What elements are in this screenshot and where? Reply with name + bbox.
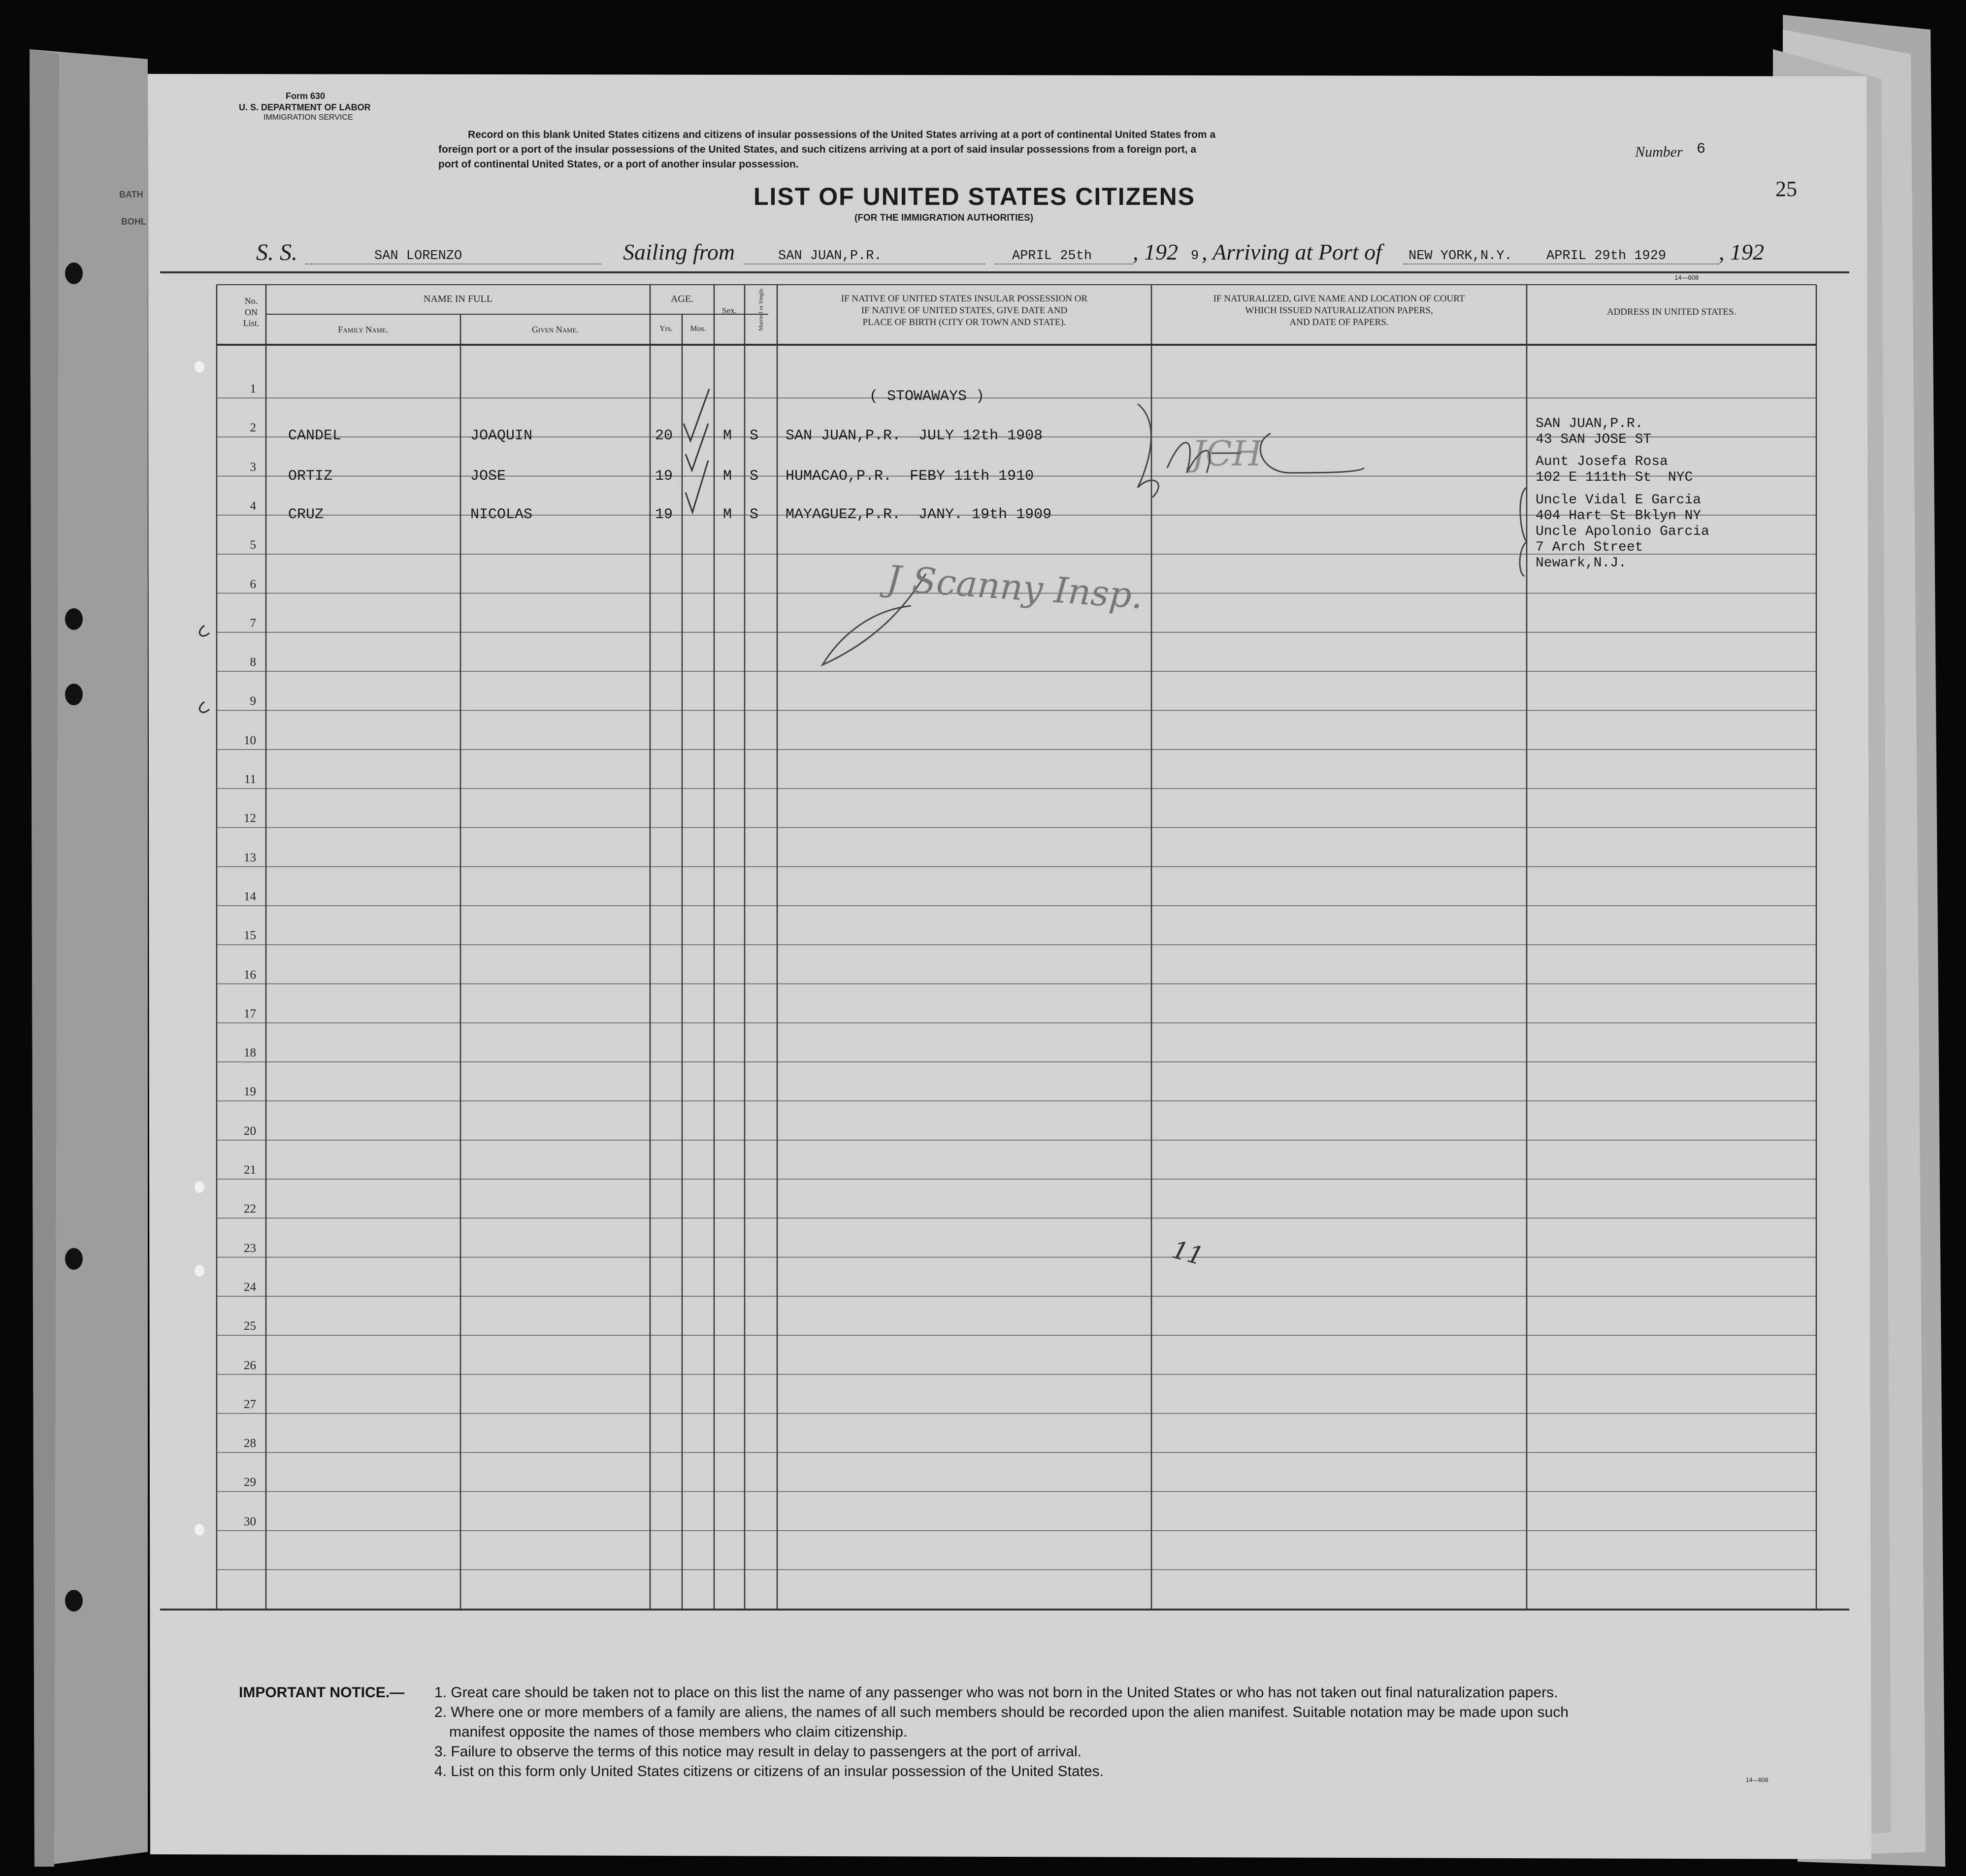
row-number: 6 (250, 577, 256, 591)
address-line-4: 102 E 111th St NYC (1536, 470, 1693, 485)
family-name-2: ORTIZ (288, 468, 333, 485)
sex-2: M (723, 468, 732, 485)
side-stamp-2: BOHL (121, 217, 146, 227)
age-2: 19 (655, 468, 673, 485)
birth-2: HUMACAO,P.R. FEBY 11th 1910 (786, 468, 1034, 485)
row-number: 23 (244, 1241, 256, 1255)
handwritten-initials: JCH (1192, 433, 1262, 474)
header-sex: Sex. (722, 306, 737, 315)
row-number: 7 (250, 616, 256, 630)
marital-2: S (750, 468, 759, 485)
ship-name: SAN LORENZO (374, 249, 462, 263)
header-yrs: Yrs. (659, 325, 673, 333)
page-number: 25 (1775, 177, 1797, 201)
arrival-port: NEW YORK,N.Y. (1409, 249, 1512, 263)
sailing-port-underline (744, 263, 985, 264)
number-label: Number (1635, 144, 1683, 160)
service-name: IMMIGRATION SERVICE (263, 113, 353, 122)
corner-code: 14—608 (1674, 274, 1699, 281)
row-number: 30 (244, 1514, 256, 1528)
row-number: 26 (244, 1358, 256, 1372)
row-number: 9 (250, 694, 256, 708)
age-1: 20 (655, 428, 673, 444)
bottom-form-code: 14—608 (1746, 1777, 1769, 1783)
sex-1: M (723, 428, 732, 444)
row-number: 20 (244, 1124, 256, 1138)
age-3: 19 (655, 506, 673, 523)
notice-item-4: 4. List on this form only United States citizens or citizens of an insular possession of the United States. (434, 1763, 1104, 1779)
arriving-label: , Arriving at Port of (1202, 239, 1382, 264)
row-number: 29 (244, 1476, 256, 1489)
given-name-3: NICOLAS (470, 506, 533, 523)
header-address: ADDRESS IN UNITED STATES. (1606, 307, 1737, 317)
page-subtitle: (FOR THE IMMIGRATION AUTHORITIES) (854, 213, 1034, 223)
birth-3: MAYAGUEZ,P.R. JANY. 19th 1909 (786, 506, 1052, 523)
row-number: 28 (244, 1437, 256, 1450)
address-line-7: Uncle Apolonio Garcia (1536, 524, 1709, 539)
notice-item-2-continued: manifest opposite the names of those members who claim citizenship. (449, 1724, 908, 1740)
instruction-line-3: port of continental United States, or a port of another insular possession. (438, 159, 799, 170)
birth-1: SAN JUAN,P.R. JULY 12th 1908 (786, 428, 1043, 444)
row-number: 8 (250, 656, 256, 669)
instruction-line-2: foreign port or a port of the insular possessions of the United States, and such citizens arriving at a port of said insular possessions from a foreign port, a (438, 144, 1197, 155)
row-number: 1 (250, 382, 256, 395)
header-married: Married or Single. (757, 287, 764, 331)
marital-3: S (750, 506, 759, 523)
arrival-date: APRIL 29th 1929 (1546, 249, 1667, 263)
row-number: 2 (250, 421, 256, 435)
row-number: 24 (244, 1280, 256, 1294)
stowaways-note: ( STOWAWAYS ) (869, 388, 985, 405)
handwritten-tally: 11 (1169, 1235, 1207, 1271)
row-number: 15 (244, 929, 256, 943)
header-given-name: Given Name. (532, 325, 579, 334)
sailing-date: APRIL 25th (1012, 249, 1092, 263)
row-number: 5 (250, 538, 256, 552)
ship-name-underline (305, 263, 601, 264)
address-line-5: Uncle Vidal E Garcia (1536, 493, 1702, 508)
address-line-2: 43 SAN JOSE ST (1536, 432, 1652, 447)
header-no: No. ON List. (243, 296, 260, 328)
form-number: Form 630 (286, 91, 326, 101)
notice-item-2: 2. Where one or more members of a family are aliens, the names of all such members should be recorded upon the alien manifest. Suitable notation may be made upon such (434, 1704, 1569, 1720)
notice-item-1: 1. Great care should be taken not to place on this list the name of any passenger who was not born in the United States or who has not taken out final naturalization papers. (434, 1684, 1558, 1701)
row-number: 17 (244, 1007, 256, 1020)
number-value: 6 (1697, 141, 1706, 158)
row-number: 22 (244, 1202, 256, 1216)
sailing-date-underline (995, 263, 1133, 264)
year-prefix-1: , 192 (1133, 239, 1178, 264)
inspector-signature: J Scanny Insp. (885, 557, 1145, 617)
row-number: 4 (250, 499, 256, 513)
arrival-underline (1404, 263, 1719, 264)
notice-item-3: 3. Failure to observe the terms of this notice may result in delay to passengers at the port of arrival. (434, 1744, 1081, 1760)
row-number: 16 (244, 968, 256, 982)
row-number: 12 (244, 812, 256, 825)
sailing-label: Sailing from (623, 239, 735, 264)
family-name-1: CANDEL (288, 428, 342, 444)
notice-label: IMPORTANT NOTICE.— (239, 1684, 405, 1701)
row-number: 27 (244, 1397, 256, 1411)
department-name: U. S. DEPARTMENT OF LABOR (239, 102, 371, 112)
address-line-8: 7 Arch Street (1536, 540, 1643, 555)
row-number: 10 (244, 733, 256, 747)
row-number: 19 (244, 1085, 256, 1099)
row-number: 3 (250, 460, 256, 474)
row-number: 11 (244, 773, 256, 786)
page-title: LIST OF UNITED STATES CITIZENS (754, 183, 1196, 210)
address-line-6: 404 Hart St Bklyn NY (1536, 508, 1702, 524)
ss-label: S. S. (256, 239, 297, 265)
header-naturalized: IF NATURALIZED, GIVE NAME AND LOCATION OF COURT WHICH ISSUED NATURALIZATION PAPERS, AND DATE OF PAPERS. (1213, 294, 1465, 328)
header-age: AGE. (670, 294, 694, 304)
row-number: 14 (244, 889, 256, 903)
row-number: 18 (244, 1046, 256, 1060)
given-name-2: JOSE (470, 468, 506, 485)
sailing-port: SAN JUAN,P.R. (778, 249, 882, 263)
year-prefix-2: , 192 (1719, 239, 1764, 264)
row-number: 25 (244, 1319, 256, 1333)
instruction-line-1: Record on this blank United States citizens and citizens of insular possessions of the United States arriving at a port of continental United States from a (468, 129, 1216, 140)
address-line-1: SAN JUAN,P.R. (1536, 416, 1643, 431)
header-name-in-full: NAME IN FULL (424, 294, 492, 304)
header-mos: Mos. (690, 325, 706, 333)
header-birth: IF NATIVE OF UNITED STATES INSULAR POSSESSION OR IF NATIVE OF UNITED STATES, GIVE DATE AND PLACE OF BIRTH (CITY OR TOWN AND STATE). (841, 294, 1088, 328)
sex-3: M (723, 506, 732, 523)
side-stamp-1: BATH (119, 190, 143, 199)
header-family-name: Family Name. (338, 325, 389, 334)
address-line-9: Newark,N.J. (1536, 556, 1627, 571)
family-name-3: CRUZ (288, 506, 324, 523)
address-line-3: Aunt Josefa Rosa (1536, 454, 1668, 469)
row-number: 13 (244, 851, 256, 864)
year-suffix-1: 9 (1191, 249, 1199, 263)
row-number: 21 (244, 1163, 256, 1177)
given-name-1: JOAQUIN (470, 428, 533, 444)
marital-1: S (750, 428, 759, 444)
